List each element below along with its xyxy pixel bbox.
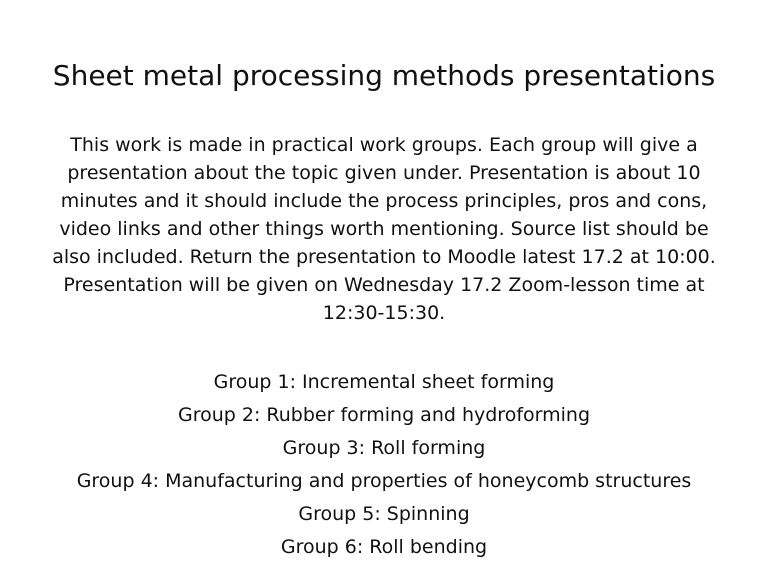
group-item-2: Group 2: Rubber forming and hydroforming [177, 404, 591, 426]
intro-paragraph: This work is made in practical work groups. Each group will give a presentation about the topic given under. Presentation is about 10 minutes and it should include the process principles, pros and cons, video links and other things worth mentioning. Source list should be also included. Return the presentation to Moodle latest 17.2 at 10:00. Presentation will be given on Wednesday 17.2 Zoom-lesson time at 12:30-15:30. [52, 134, 716, 324]
group-list [20, 366, 748, 564]
group-item-1: Group 1: Incremental sheet forming [213, 371, 555, 393]
slide-title: Sheet metal processing methods presentations [52, 59, 716, 92]
group-item-6: Group 6: Roll bending [280, 536, 488, 558]
group-item-5: Group 5: Spinning [298, 503, 470, 525]
group-item-3: Group 3: Roll forming [282, 437, 486, 459]
group-item-4: Group 4: Manufacturing and properties of honeycomb structures [76, 470, 692, 492]
